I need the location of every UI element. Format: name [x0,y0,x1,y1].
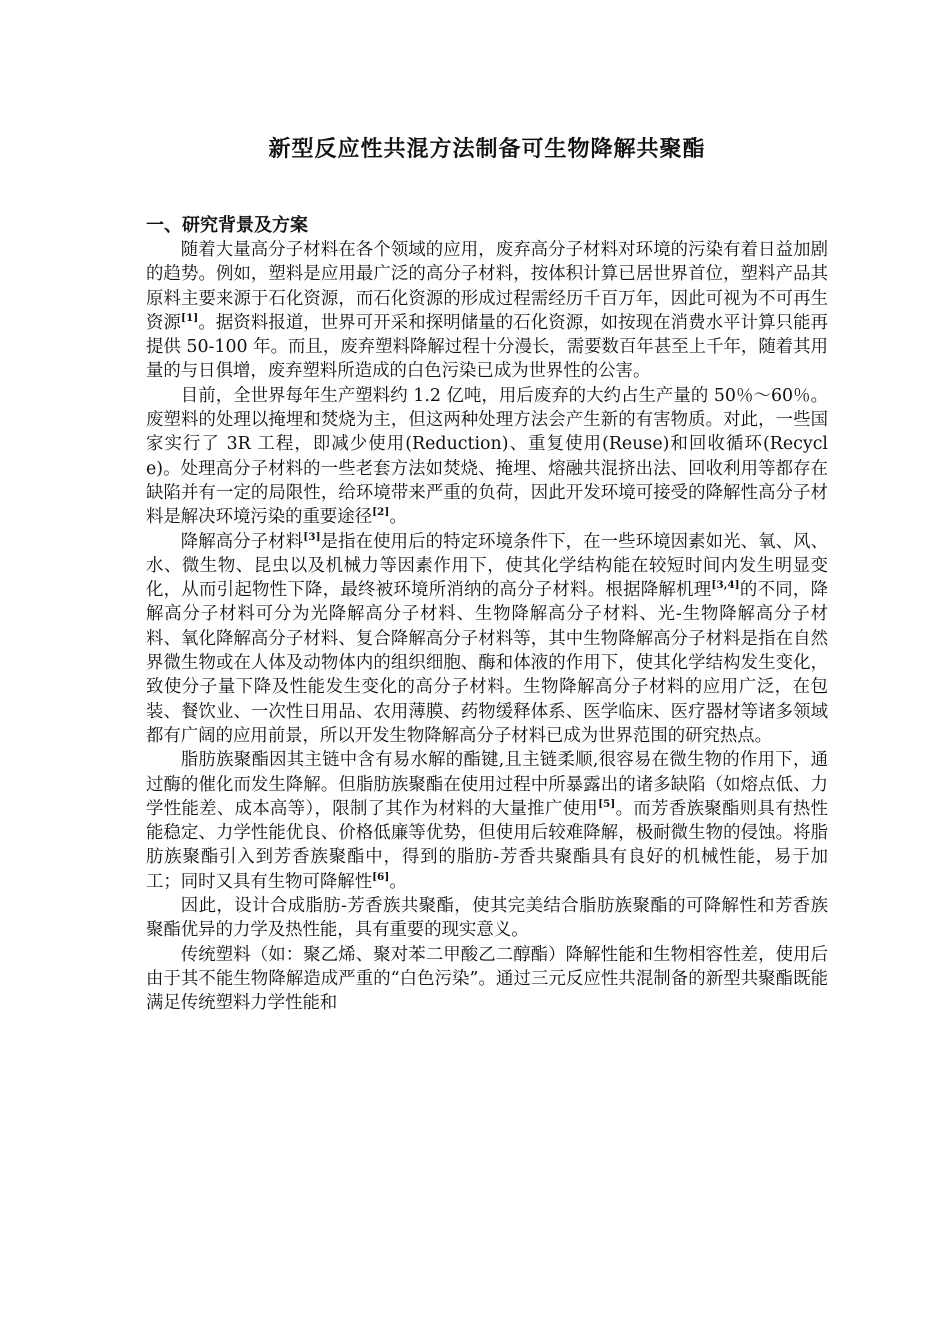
paragraph-text: 的不同，降解高分子材料可分为光降解高分子材料、生物降解高分子材料、光-生物降解高分子材料、氧化降解高分子材料、复合降解高分子材料等，其中生物降解高分子材料是指在自然界微生物或在人体及动物体内的组织细胞、酶和体液的作用下，使其化学结构发生变化，致使分子量下降及性能发生变化的高分子材料。生物降解高分子材料的应用广泛，在包装、餐饮业、一次性日用品、农用薄膜、药物缓释体系、医学临床、医疗器材等诸多领域都有广阔的应用前景，所以开发生物降解高分子材料已成为世界范围的研究热点。 [146,580,828,746]
citation-ref: [1] [181,312,199,325]
section-heading: 一、研究背景及方案 [146,215,308,236]
citation-ref: [3] [303,530,321,543]
paragraph-text: 脂肪族聚酯因其主链中含有易水解的酯键,且主链柔顺,很容易在微生物的作用下，通过酶的催化而发生降解。但脂肪族聚酯在使用过程中所暴露出的诸多缺陷（如熔点低、力学性能差、成本高等），限制了其作为材料的大量推广使用 [146,750,828,819]
citation-ref: [2] [372,506,390,519]
body-paragraph [146,384,828,530]
citation-ref: [3,4] [711,579,740,592]
paragraph-text: 目前，全世界每年生产塑料约 1.2 亿吨，用后废弃的大约占生产量的 50％～60％。废塑料的处理以掩埋和焚烧为主，但这两种处理方法会产生新的有害物质。对此，一些国家实行了 3R 工程，即减少使用(Reduction)、重复使用(Reuse)和回收循环(Recycle)。处理高分子材料的一些老套方法如焚烧、掩埋、熔融共混挤出法、回收利用等都存在缺陷并有一定的局限性，给环境带来严重的负荷，因此开发环境可接受的降解性高分子材料是解决环境污染的重要途径 [146,385,828,528]
citation-ref: [6] [372,870,390,883]
paragraph-text: 。 [389,871,407,892]
body-paragraph [146,238,828,384]
paragraph-text: 。据资料报道，世界可开采和探明储量的石化资源，如按现在消费水平计算只能再提供 50-100 年。而且，废弃塑料降解过程十分漫长，需要数百年甚至上千年，随着其用量的与日俱增，废弃塑料所造成的白色污染已成为世界性的公害。 [146,312,828,382]
body-paragraph [146,943,828,1016]
paragraph-text: 随着大量高分子材料在各个领域的应用，废弃高分子材料对环境的污染有着日益加剧的趋势。例如，塑料是应用最广泛的高分子材料，按体积计算已居世界首位，塑料产品其原料主要来源于石化资源，而石化资源的形成过程需经历千百万年，因此可视为不可再生资源 [146,240,828,333]
paragraph-text: 降解高分子材料 [180,531,304,552]
paragraph-text: 。 [389,507,407,528]
body-paragraph [146,894,828,943]
paragraph-text: 是指在使用后的特定环境条件下，在一些环境因素如光、氧、风、水、微生物、昆虫以及机械力等因素作用下，使其化学结构能在较短时间内发生明显变化，从而引起物性下降，最终被环境所消纳的高分子材料。根据降解机理 [146,531,828,601]
paragraph-text: 因此，设计合成脂肪-芳香族共聚酯，使其完美结合脂肪族聚酯的可降解性和芳香族聚酯优异的力学及热性能，具有重要的现实意义。 [146,896,828,941]
paragraph-text: 。而芳香族聚酯则具有热性能稳定、力学性能优良、价格低廉等优势，但使用后较难降解，极耐微生物的侵蚀。将脂肪族聚酯引入到芳香族聚酯中，得到的脂肪-芳香共聚酯具有良好的机械性能，易于加工；同时又具有生物可降解性 [146,798,828,892]
body-paragraph [146,748,828,894]
document-title: 新型反应性共混方法制备可生物降解共聚酯 [268,136,706,162]
body-text [146,238,828,1016]
document-page [146,134,828,1016]
citation-ref: [5] [598,798,616,811]
body-paragraph [146,530,828,749]
paragraph-text: 传统塑料（如：聚乙烯、聚对苯二甲酸乙二醇酯）降解性能和生物相容性差，使用后由于其不能生物降解造成严重的“白色污染”。通过三元反应性共混制备的新型共聚酯既能满足传统塑料力学性能和 [146,944,828,1014]
